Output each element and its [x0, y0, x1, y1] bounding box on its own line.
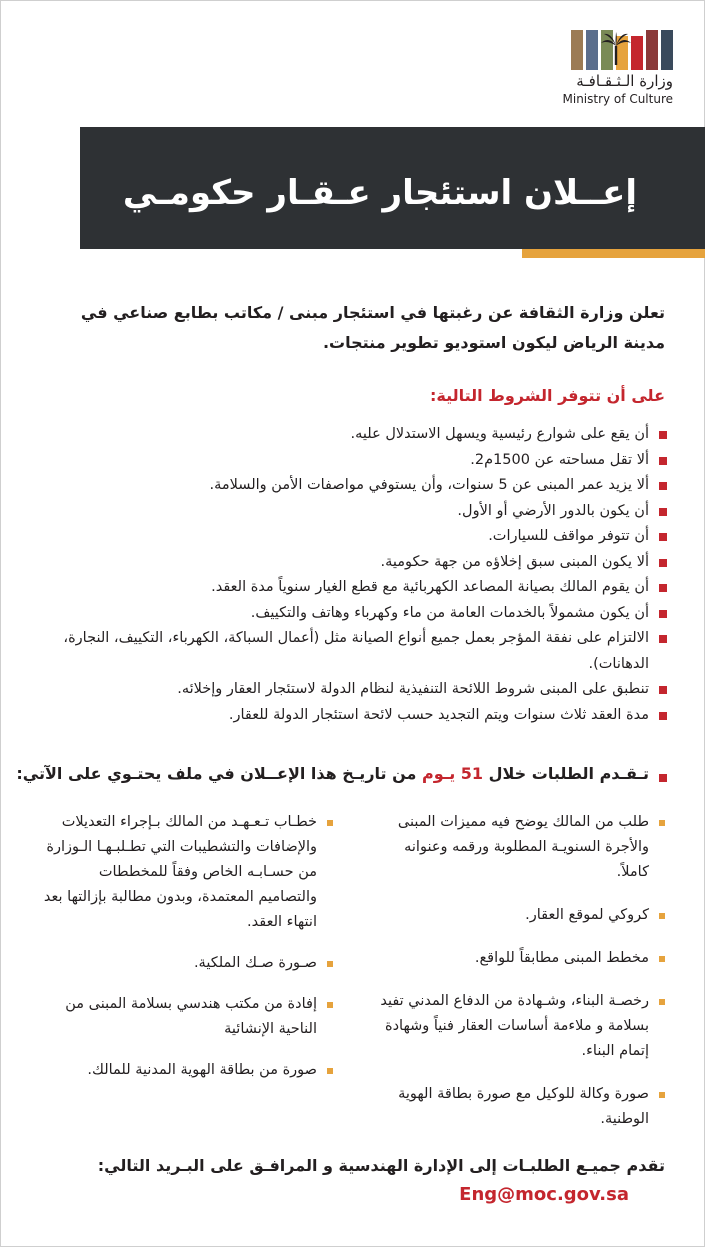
logo-arabic-name: وزارة الـثـقـافـة [576, 72, 673, 90]
bullet-icon [659, 610, 667, 618]
logo-bar [586, 30, 598, 70]
banner-accent-bar [522, 249, 705, 258]
document-item: إفادة من مكتب هندسي بسلامة المبنى من الناحية الإنشائية [43, 992, 333, 1042]
condition-item: مدة العقد ثلاث سنوات ويتم التجديد حسب لائحة استئجار الدولة للعقار. [37, 703, 667, 729]
document-item: صـورة صـك الملكية. [43, 951, 333, 976]
bullet-icon [659, 508, 667, 516]
application-deadline: تـقـدم الطلبات خلال 51 يـوم من تاريـخ هذا الإعــلان في ملف يحتـوي على الآتي: [16, 764, 667, 783]
condition-item: ألا يكون المبنى سبق إخلاؤه من جهة حكومية. [37, 550, 667, 576]
bullet-icon [659, 533, 667, 541]
logo-bar [661, 30, 673, 70]
deadline-days: 51 يـوم [421, 764, 484, 783]
contact-email[interactable]: Eng@moc.gov.sa [459, 1184, 629, 1205]
condition-item: ألا تقل مساحته عن 1500م2. [37, 448, 667, 474]
documents-list-left [43, 810, 333, 1083]
bullet-icon [659, 913, 665, 919]
document-item: طلب من المالك يوضح فيه مميزات المبنى والأجرة السنويـة المطلوبة ورقمه وعنوانه كاملاً. [375, 810, 665, 885]
logo-english-name: Ministry of Culture [562, 92, 673, 106]
bullet-icon [659, 956, 665, 962]
bullet-icon [659, 635, 667, 643]
document-item: مخطط المبنى مطابقاً للواقع. [375, 946, 665, 971]
logo-bar [646, 30, 658, 70]
intro-paragraph: تعلن وزارة الثقافة عن رغبتها في استئجار مبنى / مكاتب بطابع صناعي في مدينة الرياض ليكون استوديو تطوير منتجات. [80, 303, 665, 352]
condition-item: أن يقع على شوارع رئيسية ويسهل الاستدلال عليه. [37, 422, 667, 448]
bullet-icon [659, 820, 665, 826]
bullet-icon [659, 774, 667, 782]
bullet-icon [659, 999, 665, 1005]
document-item: صورة من بطاقة الهوية المدنية للمالك. [43, 1058, 333, 1083]
condition-item: أن يكون مشمولاً بالخدمات العامة من ماء وكهرباء وهاتف والتكييف. [37, 601, 667, 627]
condition-item: تنطبق على المبنى شروط اللائحة التنفيذية لنظام الدولة لاستئجار العقار وإخلائه. [37, 677, 667, 703]
condition-item: ألا يزيد عمر المبنى عن 5 سنوات، وأن يستوفي مواصفات الأمن والسلامة. [37, 473, 667, 499]
bullet-icon [327, 820, 333, 826]
announcement-title: إعــلان استئجار عـقـار حكومـي [122, 173, 637, 213]
bullet-icon [659, 482, 667, 490]
condition-item: أن يكون بالدور الأرضي أو الأول. [37, 499, 667, 525]
condition-item: أن يقوم المالك بصيانة المصاعد الكهربائية مع قطع الغيار سنوياً مدة العقد. [37, 575, 667, 601]
submission-instructions: تقدم جميـع الطلبـات إلى الإدارة الهندسية و المرافـق على البـريد التالي: [97, 1156, 665, 1175]
conditions-list [37, 422, 667, 728]
document-item: خطـاب تـعـهـد من المالك بـإجراء التعديلات والإضافات والتشطيبات التي تطـلبـهـا الـوزارة من حسـابـه الخاص وفقاً للمخططات والتصاميم المعتمدة، وبدون مطالبة بإزالتها بعد انتهاء العقد. [43, 810, 333, 935]
bullet-icon [659, 712, 667, 720]
bullet-icon [327, 1002, 333, 1008]
condition-item: أن تتوفر مواقف للسيارات. [37, 524, 667, 550]
bullet-icon [659, 559, 667, 567]
bullet-icon [327, 1068, 333, 1074]
document-item: صورة وكالة للوكيل مع صورة بطاقة الهوية الوطنية. [375, 1082, 665, 1132]
logo-bar [571, 30, 583, 70]
palm-icon [599, 32, 633, 66]
document-item: رخصـة البناء، وشـهادة من الدفاع المدني تفيد بسلامة و ملاءمة أساسات العقار فنياً وشهادة إتمام البناء. [375, 989, 665, 1064]
bullet-icon [659, 431, 667, 439]
bullet-icon [659, 686, 667, 694]
condition-item: الالتزام على نفقة المؤجر بعمل جميع أنواع الصيانة مثل (أعمال السباكة، الكهرباء، التكييف، النجارة، الدهانات). [37, 626, 667, 677]
document-item: كروكي لموقع العقار. [375, 903, 665, 928]
conditions-heading: على أن تتوفر الشروط التالية: [429, 386, 665, 405]
ministry-logo [533, 30, 673, 110]
documents-list-right [375, 810, 665, 1132]
bullet-icon [659, 457, 667, 465]
bullet-icon [659, 1092, 665, 1098]
bullet-icon [327, 961, 333, 967]
bullet-icon [659, 584, 667, 592]
